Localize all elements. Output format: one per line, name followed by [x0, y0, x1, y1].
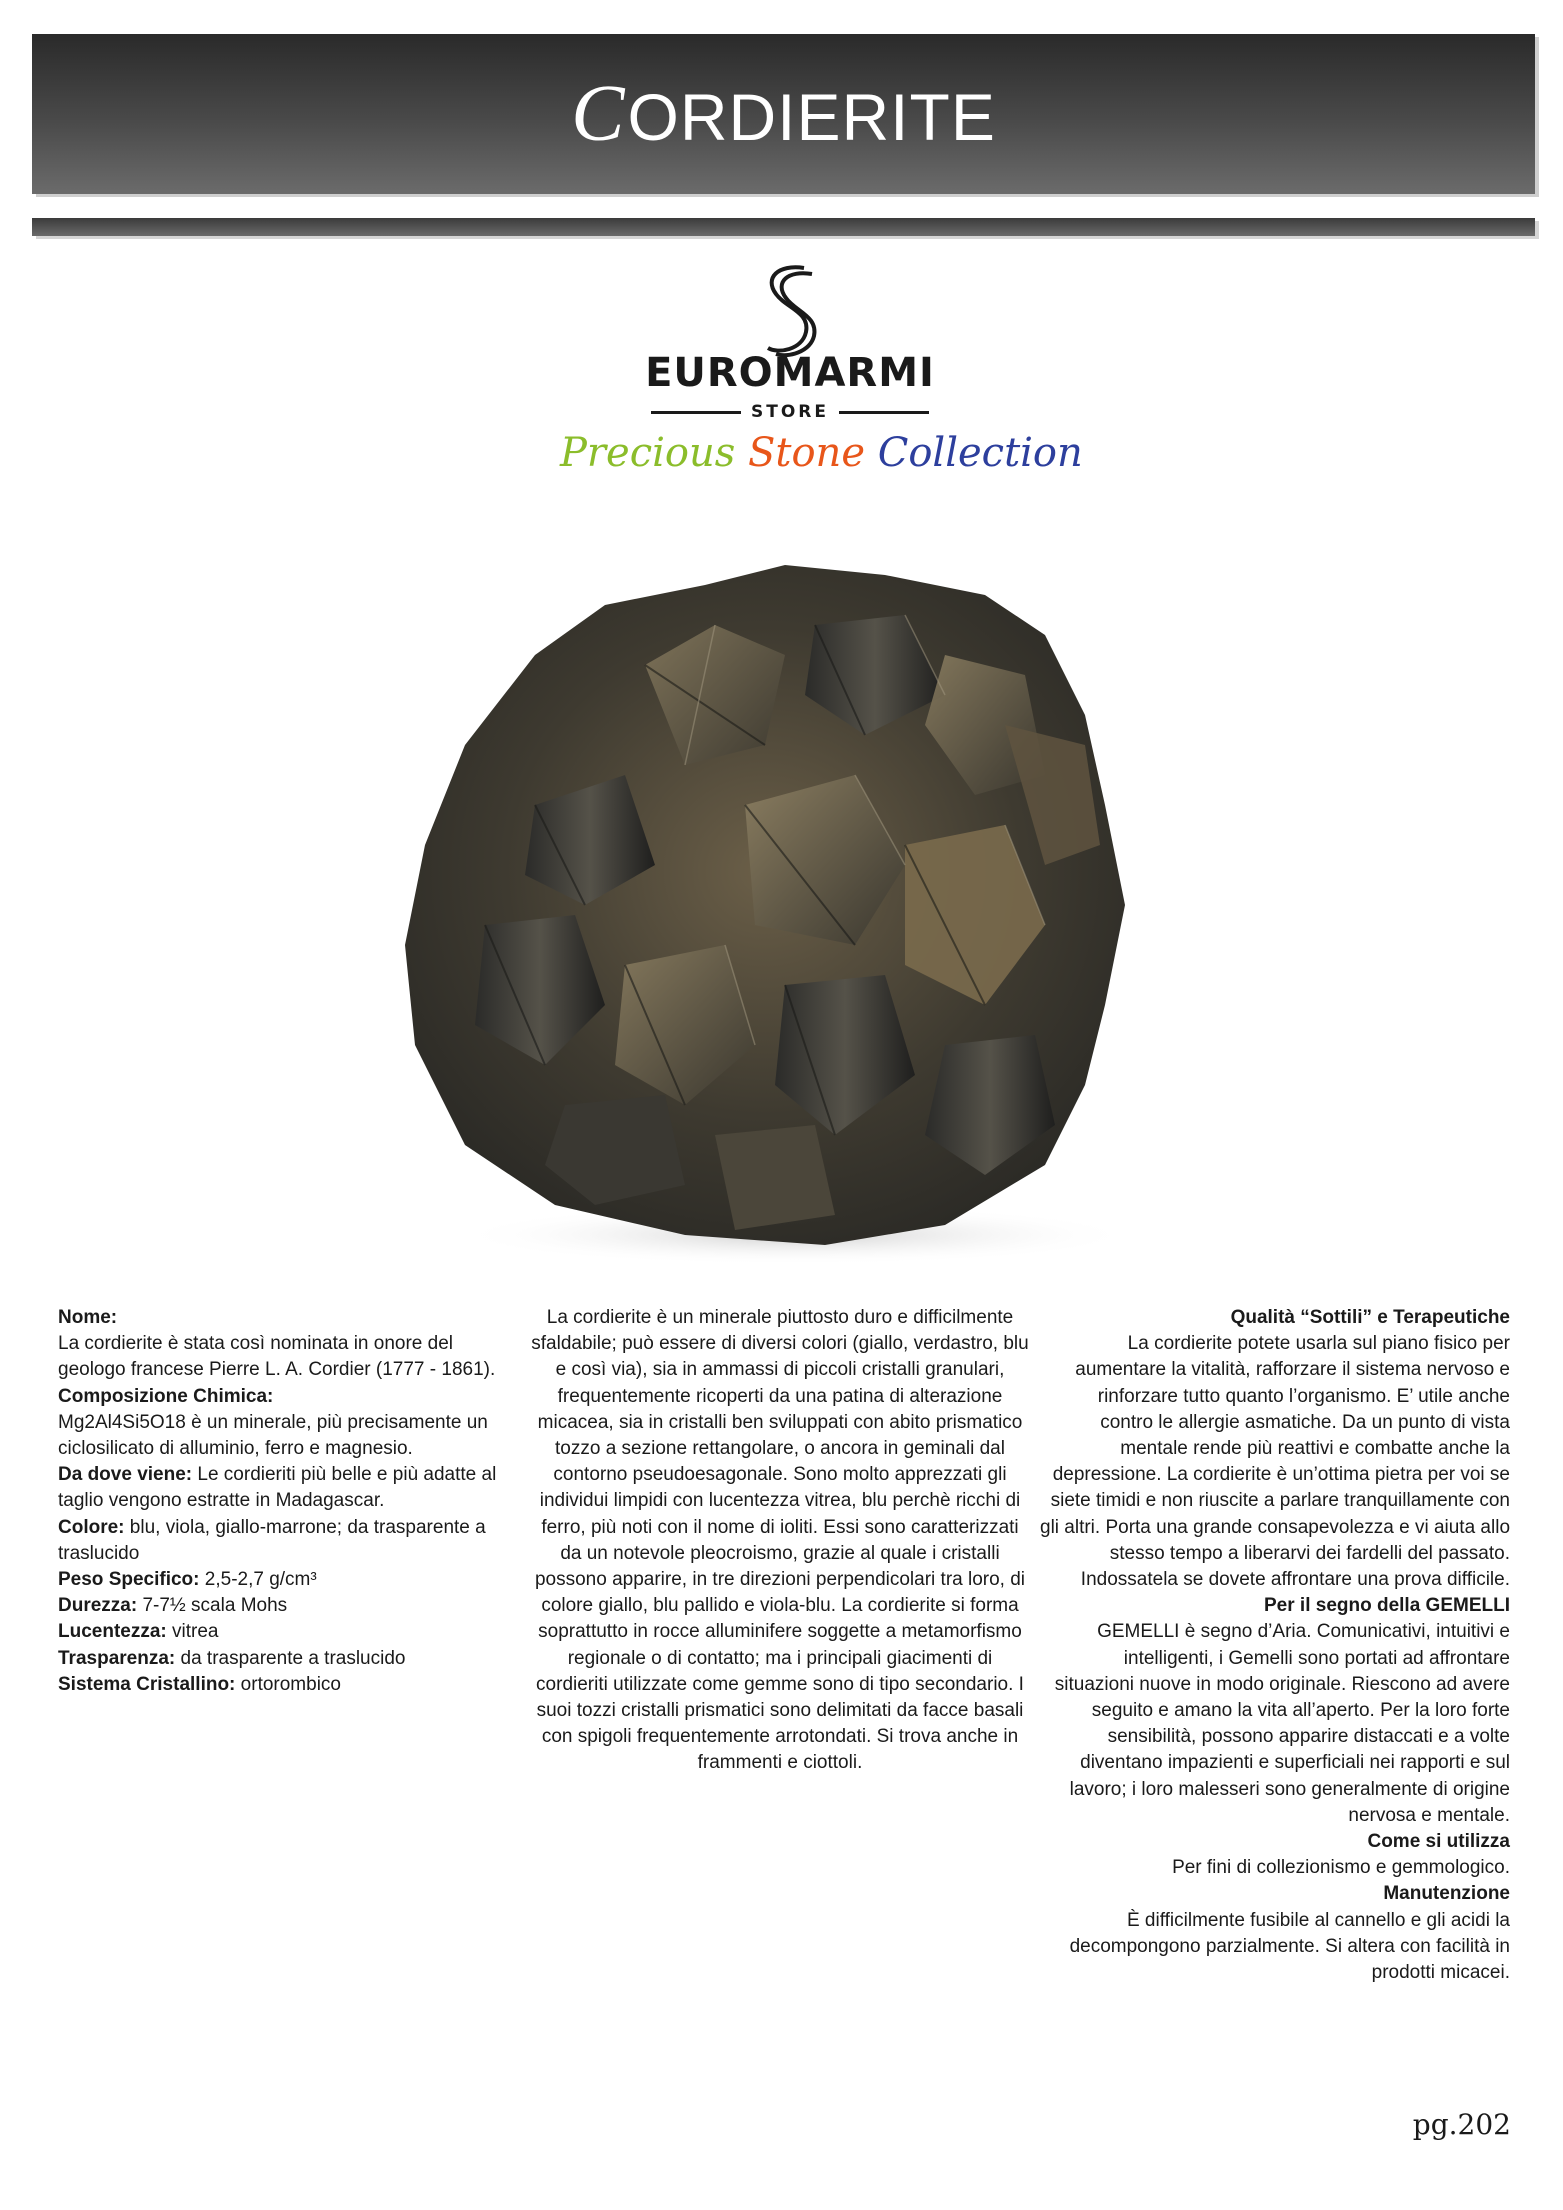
lucentezza-label: Lucentezza: [58, 1621, 167, 1643]
uso-text: Per fini di collezionismo e gemmologico. [1172, 1857, 1510, 1879]
durezza-label: Durezza: [58, 1595, 138, 1617]
provenienza-label: Da dove viene: [58, 1464, 193, 1486]
sistema-row [58, 1672, 518, 1698]
collection-word-stone: Stone [748, 430, 865, 476]
brand-rule-right [839, 411, 929, 414]
brand-sub: STORE [751, 402, 829, 422]
qualita-heading: Qualità “Sottili” e Terapeutiche [1230, 1307, 1510, 1328]
segno-text: GEMELLI è segno d’Aria. Comunicativi, intuitivi e intelligenti, i Gemelli sono portati ad affrontare situazioni nuove in modo originale. Riescono ad avere seguito e amano la vita all’aperto. Per la loro forte sensibilità, possono apparire distaccati e a volte diventano impazienti e superficiali nei rapporti e sul lavoro; i loro malesseri sono generalmente di origine nervosa e mentale. [1054, 1621, 1510, 1826]
title-initial: C [571, 69, 626, 158]
properties-column [1040, 1305, 1510, 1986]
collection-word-collection: Collection [877, 430, 1083, 476]
uso-heading: Come si utilizza [1367, 1831, 1510, 1853]
brand-logo [640, 262, 940, 427]
nome-text: La cordierite è stata così nominata in onore del geologo francese Pierre L. A. Cordier (1777 - 1861). [58, 1333, 496, 1381]
sistema-label: Sistema Cristallino: [58, 1673, 236, 1695]
brand-rule-left [651, 411, 741, 414]
composizione-text: Mg2Al4Si5O18 è un minerale, più precisamente un ciclosilicato di alluminio, ferro e magnesio. [58, 1411, 488, 1460]
colore-text: blu, viola, giallo-marrone; da trasparente a traslucido [58, 1516, 486, 1564]
lucentezza-text: vitrea [172, 1621, 219, 1643]
qualita-text: La cordierite potete usarla sul piano fisico per aumentare la vitalità, rafforzare il sistema nervoso e rinforzare tutto quanto l’organismo. E’ utile anche contro le allergie asmatiche. Da un punto di vista mentale rende più reattivi e combatte anche la depressione. La cordierite è un’ottima pietra per voi se siete timidi e non riuscite a parlare tranquillamente con gli altri. Porta una grande consapevolezza e vi aiuta allo stesso tempo a liberarvi dei fardelli del passato. Indossatela se dovete affrontare una prova difficile. [1040, 1333, 1511, 1591]
collection-tagline [560, 430, 1083, 476]
brand-sub-row [640, 400, 940, 424]
composizione-label: Composizione Chimica: [58, 1385, 274, 1407]
durezza-row [58, 1593, 518, 1619]
provenienza-row [58, 1462, 518, 1514]
durezza-text: 7-7½ scala Mohs [142, 1595, 288, 1617]
colore-row [58, 1515, 518, 1567]
brand-s-mark-icon [758, 262, 822, 358]
trasparenza-text: da trasparente a traslucido [180, 1647, 406, 1669]
description-text: La cordierite è un minerale piuttosto duro e difficilmente sfaldabile; può essere di diversi colori (giallo, verdastro, blu e così via), sia in ammassi di piccoli cristalli granulari, frequentemente ricoperti da una patina di alterazione micacea, sia in cristalli ben sviluppati con abito prismatico tozzo a sezione rettangolare, o ancora in geminali dal contorno pseudoesagonale. Sono molto apprezzati gli individui limpidi con lucentezza vitrea, blu perchè ricchi di ferro, più noti con il nome di ioliti. Essi sono caratterizzati da un notevole pleocroismo, grazie al quale i cristalli possono apparire, in tre direzioni perpendicolari tra loro, di colore giallo, blu pallido e viola-blu. La cordierite si forma soprattutto in rocce alluminifere soggette a metamorfismo regionale o di contatto; ma i principali giacimenti di cordieriti utilizzate come gemme sono di tipo secondario. I suoi tozzi cristalli prismatici sono delimitati da facce basali con spigoli frequentemente arrotondati. Si trova anche in frammenti e ciottoli. [531, 1307, 1029, 1774]
collection-word-precious: Precious [560, 430, 736, 476]
colore-label: Colore: [58, 1516, 125, 1538]
page-number: pg.202 [1412, 2108, 1511, 2141]
manutenzione-text: È difficilmente fusibile al cannello e gli acidi la decompongono parzialmente. Si altera con facilità in prodotti micacei. [1069, 1909, 1510, 1984]
provenienza-text: Le cordieriti più belle e più adatte al taglio vengono estratte in Madagascar. [58, 1464, 497, 1512]
trasparenza-label: Trasparenza: [58, 1647, 176, 1669]
brand-name: EUROMARMI [645, 350, 935, 396]
peso-label: Peso Specifico: [58, 1569, 200, 1591]
specs-column [58, 1305, 518, 1698]
nome-label: Nome: [58, 1307, 118, 1328]
description-column [530, 1305, 1030, 1777]
peso-text: 2,5-2,7 g/cm³ [204, 1569, 317, 1591]
title-rest: ORDIERITE [627, 79, 996, 154]
trasparenza-row [58, 1646, 518, 1672]
page-title [571, 69, 996, 160]
lucentezza-row [58, 1619, 518, 1645]
segno-heading: Per il segno della GEMELLI [1264, 1595, 1510, 1617]
peso-row [58, 1567, 518, 1593]
sistema-text: ortorombico [240, 1673, 341, 1695]
manutenzione-heading: Manutenzione [1383, 1883, 1510, 1905]
divider-bar [32, 218, 1535, 236]
cordierite-photo [385, 545, 1185, 1270]
title-banner [32, 34, 1535, 194]
